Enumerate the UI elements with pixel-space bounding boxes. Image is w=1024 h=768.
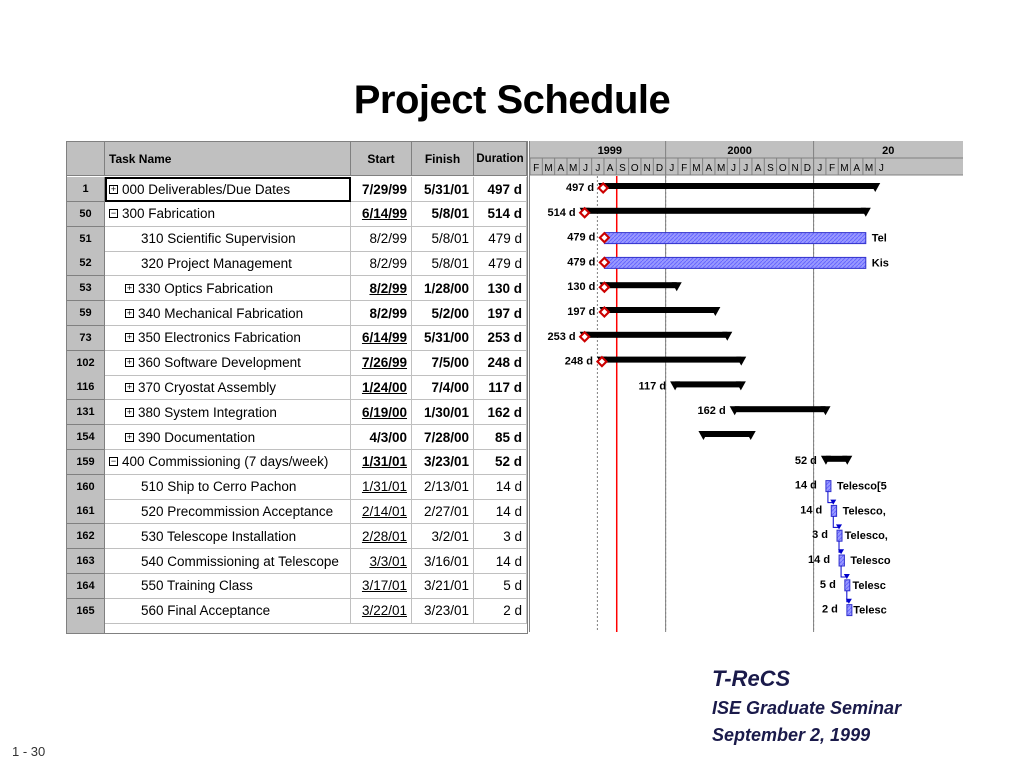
start-cell-text: 7/26/99 — [361, 355, 407, 371]
summary-bar — [604, 307, 715, 313]
month-label: D — [655, 163, 664, 174]
finish-cell-text: 5/31/01 — [423, 181, 469, 197]
start-cell-text: 1/31/01 — [361, 454, 407, 470]
row-id-text: 51 — [79, 232, 92, 245]
table-row[interactable] — [67, 177, 527, 202]
task-bar — [604, 257, 865, 268]
task-bar — [845, 580, 850, 591]
start-cell-text: 1/24/00 — [361, 379, 407, 395]
month-label: M — [840, 163, 849, 174]
page-number: 1 - 30 — [12, 744, 46, 759]
task-name-cell-text: 310 Scientific Supervision — [141, 231, 296, 247]
duration-label: 3 d — [812, 529, 829, 542]
task-name-cell-text: 000 Deliverables/Due Dates — [122, 181, 291, 197]
task-name-cell-text: 560 Final Acceptance — [141, 603, 271, 619]
row-id-text: 154 — [76, 431, 95, 443]
month-label: F — [829, 163, 836, 174]
duration-label: 497 d — [566, 182, 595, 194]
start-cell-text: 2/14/01 — [361, 503, 407, 519]
expand-icon[interactable]: + — [110, 183, 117, 194]
start-cell-text: 4/3/00 — [369, 429, 407, 445]
duration-cell-text: 497 d — [487, 181, 522, 197]
task-name-cell[interactable] — [105, 450, 351, 475]
row-id-text: 50 — [79, 207, 92, 220]
finish-cell[interactable] — [412, 227, 474, 252]
collapse-icon[interactable]: − — [110, 456, 117, 467]
duration-cell-text: 162 d — [487, 404, 522, 420]
month-label: A — [557, 163, 565, 174]
finish-cell-text: 5/8/01 — [431, 255, 469, 271]
start-cell-text: 3/22/01 — [361, 603, 407, 619]
finish-cell[interactable] — [412, 599, 474, 624]
row-id-text: 73 — [79, 331, 92, 344]
duration-label: 14 d — [794, 479, 817, 492]
header-start[interactable]: Start — [351, 142, 412, 176]
task-name-cell[interactable] — [105, 301, 351, 326]
task-name-cell-text: 510 Ship to Cerro Pachon — [141, 479, 297, 495]
row-id[interactable] — [67, 574, 105, 599]
duration-cell[interactable] — [474, 326, 527, 351]
header-finish[interactable]: Finish — [412, 142, 474, 176]
expand-icon[interactable]: + — [126, 381, 133, 392]
duration-cell-text: 248 d — [487, 355, 522, 371]
finish-cell-text: 3/21/01 — [423, 578, 469, 594]
finish-cell-text: 3/2/01 — [431, 528, 469, 544]
duration-cell-text: 5 d — [503, 578, 522, 594]
finish-cell[interactable] — [412, 400, 474, 425]
table-row[interactable] — [67, 351, 527, 376]
start-cell[interactable] — [351, 599, 412, 624]
month-label: J — [730, 163, 736, 174]
month-label: J — [582, 163, 588, 174]
start-cell[interactable] — [351, 524, 412, 549]
start-cell-text: 7/29/99 — [361, 181, 407, 197]
duration-cell[interactable] — [474, 375, 527, 400]
duration-cell[interactable] — [474, 574, 527, 599]
task-name-cell[interactable] — [105, 549, 351, 574]
month-label: A — [853, 163, 861, 174]
row-id-text: 59 — [79, 307, 92, 319]
month-label: M — [716, 163, 726, 174]
start-cell[interactable] — [351, 375, 412, 400]
row-id-text: 102 — [76, 356, 95, 369]
row-id-text: 165 — [76, 604, 95, 617]
table-row[interactable] — [67, 574, 527, 599]
start-cell-text: 6/14/99 — [361, 330, 407, 346]
start-cell[interactable] — [351, 499, 412, 524]
finish-cell[interactable] — [412, 326, 474, 351]
row-id[interactable] — [67, 549, 105, 574]
row-id[interactable] — [67, 599, 105, 624]
task-name-cell[interactable] — [105, 276, 351, 301]
task-name-cell-text: 530 Telescope Installation — [141, 528, 297, 544]
month-label: A — [705, 163, 713, 174]
row-id[interactable] — [67, 475, 105, 500]
task-name-cell[interactable] — [105, 375, 351, 400]
finish-cell[interactable] — [412, 425, 474, 450]
month-label: J — [743, 163, 749, 174]
duration-label: 514 d — [547, 206, 576, 219]
duration-cell-text: 130 d — [487, 280, 522, 296]
gantt-svg — [530, 141, 963, 632]
row-id-text: 52 — [79, 257, 92, 270]
task-name-cell-text: 380 System Integration — [138, 404, 277, 420]
start-cell[interactable] — [351, 549, 412, 574]
duration-cell-text: 2 d — [503, 603, 522, 619]
year-label: 20 — [882, 145, 895, 157]
start-cell[interactable] — [351, 301, 412, 326]
task-name-cell[interactable] — [105, 499, 351, 524]
duration-label: 2 d — [821, 603, 838, 616]
duration-cell[interactable] — [474, 549, 527, 574]
row-id[interactable] — [67, 326, 105, 351]
start-cell-text: 8/2/99 — [369, 280, 407, 296]
footer-event: ISE Graduate Seminar — [712, 698, 902, 718]
task-name-cell-text: 320 Project Management — [141, 255, 292, 271]
task-bar — [839, 555, 844, 566]
summary-bar — [604, 282, 676, 288]
row-id-text: 53 — [79, 282, 92, 295]
duration-label: 14 d — [800, 504, 823, 517]
duration-cell[interactable] — [474, 301, 527, 326]
table-row[interactable] — [67, 375, 527, 400]
start-cell-text: 8/2/99 — [369, 231, 407, 247]
task-name-cell-text: 550 Training Class — [141, 578, 253, 594]
gantt-chart[interactable] — [527, 141, 963, 632]
month-label: J — [878, 163, 884, 174]
row-id[interactable] — [67, 227, 105, 252]
task-bar — [826, 481, 831, 492]
finish-cell[interactable] — [412, 499, 474, 524]
month-label: F — [681, 163, 688, 174]
duration-label: 52 d — [794, 454, 817, 467]
month-label: D — [803, 163, 812, 174]
start-cell[interactable] — [351, 475, 412, 500]
start-cell[interactable] — [351, 177, 412, 202]
row-id-text: 164 — [76, 579, 95, 592]
footer-date: September 2, 1999 — [712, 725, 871, 745]
duration-cell[interactable] — [474, 425, 527, 450]
month-label: M — [568, 163, 578, 174]
month-label: M — [692, 163, 701, 174]
duration-cell[interactable] — [474, 599, 527, 624]
row-id[interactable] — [67, 425, 105, 450]
start-cell-text: 3/3/01 — [369, 553, 407, 569]
month-label: M — [544, 163, 553, 174]
duration-label: 162 d — [697, 405, 726, 418]
duration-cell-text: 197 d — [487, 305, 522, 321]
duration-cell[interactable] — [474, 400, 527, 425]
task-name-cell[interactable] — [105, 227, 351, 252]
table-row[interactable] — [67, 276, 527, 301]
start-cell-text: 8/2/99 — [369, 305, 407, 321]
table-row[interactable] — [67, 524, 527, 549]
row-id-text: 161 — [76, 505, 95, 518]
finish-cell[interactable] — [412, 251, 474, 276]
table-row[interactable] — [67, 326, 527, 351]
row-id[interactable] — [67, 301, 105, 326]
table-row[interactable] — [67, 400, 527, 425]
duration-label: 479 d — [567, 256, 596, 269]
summary-bar — [602, 357, 741, 363]
task-name-cell[interactable] — [105, 177, 351, 202]
resource-label: Tel — [871, 232, 887, 245]
duration-cell-text: 479 d — [488, 255, 522, 271]
start-cell[interactable] — [351, 351, 412, 376]
task-name-cell[interactable] — [105, 400, 351, 425]
finish-cell[interactable] — [412, 549, 474, 574]
resource-label: Telesco, — [844, 530, 888, 543]
month-label: J — [817, 163, 823, 174]
row-id[interactable] — [67, 351, 105, 376]
finish-cell[interactable] — [412, 574, 474, 599]
finish-cell-text: 5/8/01 — [431, 231, 469, 247]
start-cell[interactable] — [351, 450, 412, 475]
start-cell-text: 1/31/01 — [361, 479, 407, 495]
duration-cell[interactable] — [474, 227, 527, 252]
finish-cell-text: 3/23/01 — [423, 454, 469, 470]
task-table — [66, 141, 528, 634]
collapse-icon[interactable]: − — [110, 208, 117, 219]
finish-cell-text: 2/13/01 — [423, 479, 469, 495]
finish-cell-text: 5/8/01 — [431, 206, 469, 222]
month-label: S — [619, 163, 626, 174]
duration-cell-text: 514 d — [487, 206, 522, 222]
duration-cell[interactable] — [474, 475, 527, 500]
table-row[interactable] — [67, 475, 527, 500]
month-label: F — [533, 163, 540, 174]
start-cell[interactable] — [351, 276, 412, 301]
resource-label: Telesc — [853, 604, 887, 617]
row-id-text: 116 — [76, 381, 95, 394]
task-bar — [837, 530, 842, 541]
start-cell-text: 8/2/99 — [369, 255, 407, 271]
start-cell-text: 3/17/01 — [361, 578, 407, 594]
start-cell-text: 6/14/99 — [361, 206, 407, 222]
duration-cell-text: 14 d — [495, 553, 522, 569]
duration-label: 197 d — [567, 306, 596, 318]
duration-cell[interactable] — [474, 251, 527, 276]
row-id[interactable] — [67, 375, 105, 400]
header-task-name[interactable]: Task Name — [105, 142, 351, 176]
header-id[interactable] — [67, 142, 105, 176]
row-id[interactable] — [67, 499, 105, 524]
row-id-text: 159 — [76, 455, 95, 468]
task-name-cell[interactable] — [105, 326, 351, 351]
start-cell-text: 2/28/01 — [361, 528, 407, 544]
task-name-cell[interactable] — [105, 351, 351, 376]
duration-cell[interactable] — [474, 202, 527, 227]
finish-cell[interactable] — [412, 202, 474, 227]
task-name-cell-text: 300 Fabrication — [122, 206, 216, 222]
year-label: 2000 — [727, 145, 752, 157]
task-name-cell-text: 330 Optics Fabrication — [138, 280, 274, 296]
header-duration[interactable]: Duration — [474, 142, 527, 176]
table-row[interactable] — [67, 251, 527, 276]
table-row[interactable] — [67, 450, 527, 475]
task-name-cell-text: 360 Software Development — [138, 355, 301, 371]
finish-cell[interactable] — [412, 276, 474, 301]
start-cell-text: 6/19/00 — [361, 404, 407, 420]
row-id-text: 160 — [76, 480, 95, 493]
duration-cell[interactable] — [474, 351, 527, 376]
month-label: N — [643, 163, 651, 174]
footer-project: T-ReCS — [712, 666, 791, 691]
duration-label: 5 d — [819, 578, 836, 591]
slide-title: Project Schedule — [353, 78, 671, 122]
footer — [712, 666, 901, 746]
row-id-text: 1 — [82, 183, 89, 195]
month-label: A — [754, 163, 762, 174]
duration-cell-text: 3 d — [503, 528, 522, 544]
duration-cell-text: 14 d — [495, 503, 522, 519]
task-name-cell-text: 520 Precommission Acceptance — [141, 503, 334, 519]
row-id — [67, 623, 105, 634]
finish-cell-text: 5/31/00 — [423, 330, 469, 346]
task-bar — [831, 505, 836, 516]
task-name-cell[interactable] — [105, 202, 351, 227]
task-name-cell[interactable] — [105, 574, 351, 599]
row-id[interactable] — [67, 524, 105, 549]
task-name-cell-text: 370 Cryostat Assembly — [138, 379, 277, 395]
task-name-cell[interactable] — [105, 599, 351, 624]
summary-bar — [585, 208, 866, 214]
duration-label: 130 d — [567, 281, 596, 294]
duration-cell[interactable] — [474, 524, 527, 549]
start-cell[interactable] — [351, 227, 412, 252]
month-label: A — [606, 163, 614, 174]
finish-cell-text: 3/16/01 — [423, 553, 469, 569]
finish-cell[interactable] — [412, 177, 474, 202]
finish-cell-text: 5/2/00 — [431, 305, 469, 321]
task-name-cell-text: 540 Commissioning at Telescope — [141, 553, 339, 569]
duration-cell-text: 253 d — [487, 330, 522, 346]
finish-cell[interactable] — [412, 450, 474, 475]
table-row[interactable] — [67, 227, 527, 252]
month-label: O — [630, 163, 639, 174]
resource-label: Telesc — [852, 579, 886, 592]
month-label: J — [669, 163, 675, 174]
finish-cell-text: 3/23/01 — [423, 603, 469, 619]
summary-bar — [603, 183, 875, 189]
finish-cell[interactable] — [412, 524, 474, 549]
start-cell[interactable] — [351, 326, 412, 351]
duration-cell-text: 117 d — [488, 379, 522, 395]
duration-cell[interactable] — [474, 450, 527, 475]
task-name-cell[interactable] — [105, 251, 351, 276]
duration-cell-text: 85 d — [494, 429, 522, 445]
summary-bar — [735, 406, 826, 412]
start-cell[interactable] — [351, 574, 412, 599]
task-bar — [847, 605, 852, 616]
duration-cell[interactable] — [474, 276, 527, 301]
table-row[interactable] — [67, 425, 527, 450]
duration-label: 248 d — [564, 355, 593, 368]
year-label: 1999 — [597, 145, 623, 157]
finish-cell[interactable] — [412, 351, 474, 376]
summary-bar — [585, 332, 728, 338]
finish-cell[interactable] — [412, 301, 474, 326]
task-name-cell[interactable] — [105, 524, 351, 549]
expand-icon[interactable]: + — [126, 307, 133, 318]
duration-cell-text: 479 d — [488, 231, 522, 247]
finish-cell-text: 7/4/00 — [431, 379, 469, 395]
finish-cell-text: 2/27/01 — [423, 503, 469, 519]
row-id[interactable] — [67, 450, 105, 475]
month-label: N — [791, 163, 799, 174]
start-cell[interactable] — [351, 251, 412, 276]
resource-label: Telesco, — [842, 505, 886, 518]
duration-label: 117 d — [638, 380, 667, 393]
start-cell[interactable] — [351, 202, 412, 227]
row-id-text: 162 — [76, 530, 95, 543]
summary-bar — [675, 381, 741, 387]
finish-cell[interactable] — [412, 475, 474, 500]
finish-cell[interactable] — [412, 375, 474, 400]
expand-icon[interactable]: + — [126, 282, 133, 293]
finish-cell-text: 7/5/00 — [431, 355, 469, 371]
task-name-cell-text: 350 Electronics Fabrication — [138, 330, 301, 346]
task-name-cell[interactable] — [105, 425, 351, 450]
summary-bar — [703, 431, 750, 437]
table-row[interactable] — [67, 301, 527, 326]
resource-label: Telesco[5 — [836, 480, 887, 493]
start-cell[interactable] — [351, 425, 412, 450]
row-id[interactable] — [67, 251, 105, 276]
finish-cell-text: 1/30/01 — [423, 404, 469, 420]
duration-cell-text: 14 d — [495, 479, 522, 495]
empty-row[interactable] — [67, 623, 527, 634]
expand-icon[interactable]: + — [126, 431, 133, 442]
table-row[interactable] — [67, 202, 527, 227]
month-label: O — [778, 163, 787, 174]
expand-icon[interactable]: + — [126, 406, 133, 417]
task-name-cell-text: 340 Mechanical Fabrication — [138, 305, 304, 321]
duration-label: 14 d — [808, 554, 831, 566]
resource-label: Telesco — [850, 555, 891, 567]
row-id[interactable] — [67, 400, 105, 425]
expand-icon[interactable]: + — [126, 332, 133, 343]
table-row[interactable] — [67, 499, 527, 524]
duration-label: 479 d — [567, 231, 596, 244]
start-cell[interactable] — [351, 400, 412, 425]
table-row[interactable] — [67, 549, 527, 574]
row-id[interactable] — [67, 202, 105, 227]
task-bar — [604, 233, 865, 244]
resource-label: Kis — [871, 257, 889, 270]
finish-cell-text: 1/28/00 — [423, 280, 469, 296]
expand-icon[interactable]: + — [126, 357, 133, 368]
duration-cell[interactable] — [474, 177, 527, 202]
task-name-cell-text: 390 Documentation — [138, 429, 256, 445]
task-name-cell[interactable] — [105, 475, 351, 500]
task-name-cell-text: 400 Commissioning (7 days/week) — [122, 454, 329, 470]
finish-cell-text: 7/28/00 — [423, 429, 469, 445]
table-row[interactable] — [67, 599, 527, 624]
duration-cell-text: 52 d — [494, 454, 522, 470]
duration-cell[interactable] — [474, 499, 527, 524]
row-id[interactable] — [67, 276, 105, 301]
row-id[interactable] — [67, 177, 105, 202]
row-id-text: 131 — [76, 406, 95, 419]
month-label: S — [767, 163, 774, 174]
duration-label: 253 d — [547, 330, 576, 343]
row-id-text: 163 — [76, 555, 95, 567]
month-label: J — [595, 163, 601, 174]
month-label: M — [864, 163, 874, 174]
